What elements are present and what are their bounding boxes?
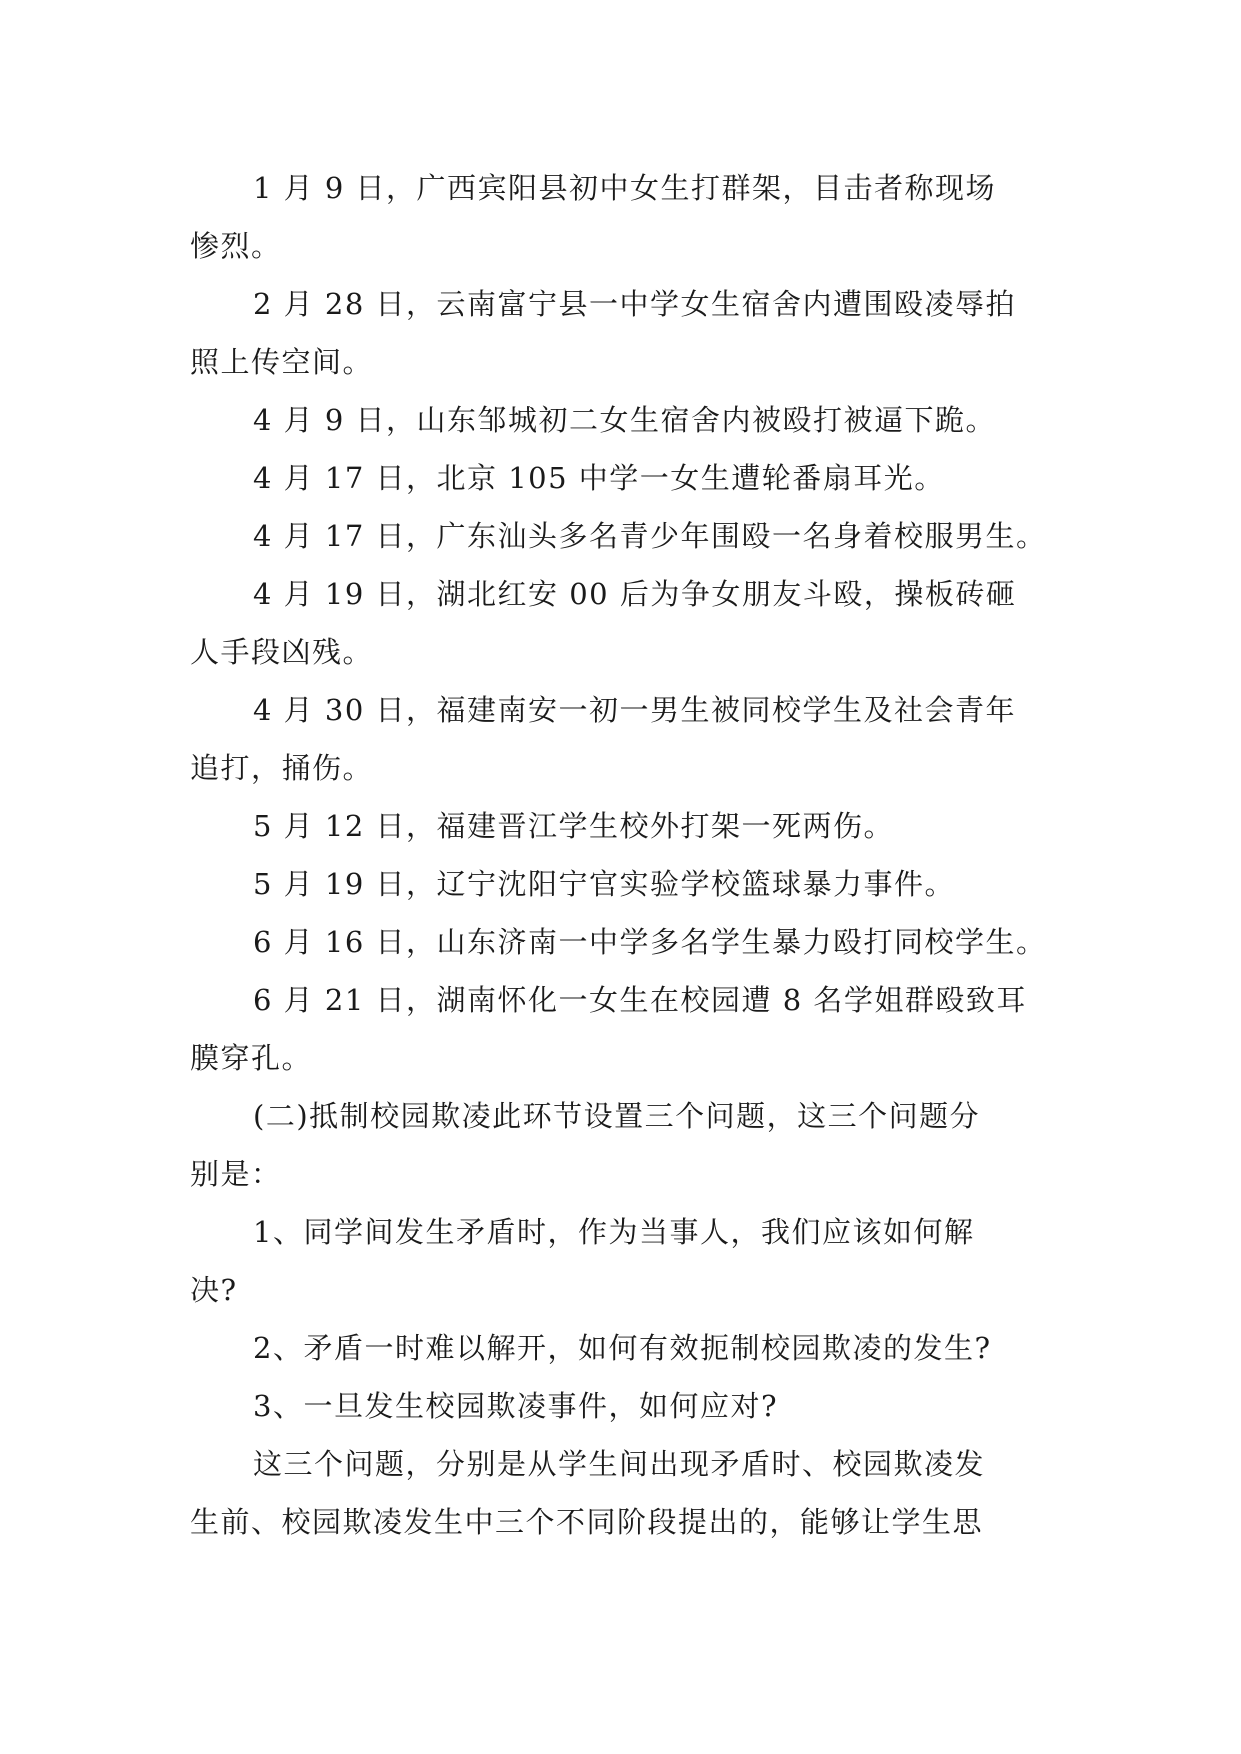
paragraph [190, 681, 1050, 797]
paragraph-line: 生前、校园欺凌发生中三个不同阶段提出的，能够让学生思 [190, 1505, 984, 1539]
paragraph [190, 1319, 1050, 1377]
paragraph [190, 275, 1050, 391]
paragraph [190, 1377, 1050, 1435]
paragraph [190, 391, 1050, 449]
paragraph [190, 1435, 1050, 1551]
paragraph-line: (二)抵制校园欺凌此环节设置三个问题，这三个问题分 [253, 1099, 981, 1133]
paragraph [190, 449, 1050, 507]
paragraph-line: 6 月 16 日，山东济南一中学多名学生暴力殴打同校学生。 [253, 925, 1047, 959]
paragraph [190, 797, 1050, 855]
paragraph [190, 1087, 1050, 1203]
paragraph-line: 2 月 28 日，云南富宁县一中学女生宿舍内遭围殴凌辱拍 [253, 287, 1017, 321]
paragraph [190, 565, 1050, 681]
paragraph [190, 913, 1050, 971]
paragraph-line: 4 月 19 日，湖北红安 00 后为争女朋友斗殴，操板砖砸 [253, 577, 1017, 611]
paragraph-line: 6 月 21 日，湖南怀化一女生在校园遭 8 名学姐群殴致耳 [253, 983, 1027, 1017]
paragraph [190, 159, 1050, 275]
paragraph-line: 1 月 9 日，广西宾阳县初中女生打群架，目击者称现场 [253, 171, 997, 205]
paragraph-line: 惨烈。 [190, 229, 282, 263]
paragraph-line: 4 月 17 日，广东汕头多名青少年围殴一名身着校服男生。 [253, 519, 1047, 553]
paragraph-line: 4 月 9 日，山东邹城初二女生宿舍内被殴打被逼下跪。 [253, 403, 997, 437]
paragraph-line: 5 月 12 日，福建晋江学生校外打架一死两伤。 [253, 809, 895, 843]
paragraph-line: 追打，捅伤。 [190, 751, 374, 785]
paragraph [190, 971, 1050, 1087]
paragraph-line: 2、矛盾一时难以解开，如何有效扼制校园欺凌的发生? [253, 1331, 992, 1365]
paragraph-line: 照上传空间。 [190, 345, 374, 379]
paragraph-line: 4 月 30 日，福建南安一初一男生被同校学生及社会青年 [253, 693, 1017, 727]
paragraph-line: 4 月 17 日，北京 105 中学一女生遭轮番扇耳光。 [253, 461, 945, 495]
paragraph-line: 人手段凶残。 [190, 635, 374, 669]
paragraph-line: 3、一旦发生校园欺凌事件，如何应对? [253, 1389, 778, 1423]
paragraph-line: 1、同学间发生矛盾时，作为当事人，我们应该如何解 [253, 1215, 975, 1249]
paragraph-line: 别是： [190, 1157, 282, 1191]
document-body [190, 159, 1050, 1551]
paragraph-line: 膜穿孔。 [190, 1041, 313, 1075]
paragraph-line: 5 月 19 日，辽宁沈阳宁官实验学校篮球暴力事件。 [253, 867, 956, 901]
paragraph-line: 这三个问题，分别是从学生间出现矛盾时、校园欺凌发 [253, 1447, 986, 1481]
paragraph [190, 507, 1050, 565]
paragraph [190, 855, 1050, 913]
paragraph-line: 决? [190, 1273, 238, 1307]
paragraph [190, 1203, 1050, 1319]
